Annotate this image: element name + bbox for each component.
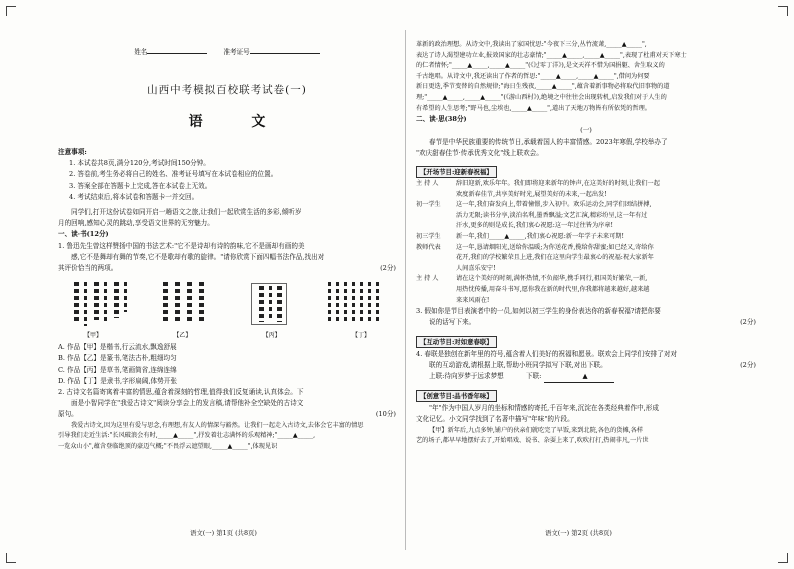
intro-line: 同学们,打开这份试卷如同开启一趟语文之旅,让我们一起欣赏生活的多彩,倾听岁 — [71, 208, 302, 217]
notes-heading: 注意事项: — [58, 148, 87, 156]
role-line: 新一年,我们_____▲_____,我们衷心祝愿:新一年学子未来可期! — [456, 232, 624, 240]
page-footer: 语文(一) 第2页 (共8页) — [545, 529, 612, 537]
role-line: 人间喜乐安宁! — [456, 264, 496, 272]
score-label: (2分) — [380, 264, 396, 273]
role-line: 这一年,我们奋发向上,带着憧憬,步入初中。欢乐运动会,同学们团结拼搏, — [456, 201, 652, 209]
option-c: C. 作品【丙】是草书,笔画简省,连绵连绵 — [58, 365, 177, 374]
question-text: 感,它不是舞却有舞的节奏,它不是歌却有歌的旋律。"请你欣赏下面四幅书法作品,找出对 — [71, 252, 325, 261]
page-fold — [405, 30, 406, 550]
role-line: 花开,我们的学校繁荣且上进,我们在这里向学生最衷心的祝福:祝大家新年 — [456, 254, 654, 262]
question-text: 3. 假如你是节目表演者中的一员,如何以初三学生的身份表达你的新春祝福?请把你要 — [416, 307, 661, 316]
caption: 【丁】 — [351, 332, 370, 340]
role-line: 请在这个美好的时刻,满怀热情,不负韶华,携手同行,祖国美好繁荣,一新, — [456, 275, 648, 283]
subject-title: 语 文 — [188, 114, 288, 130]
role-line: 欢度新春佳节,共享美好时光,展望美好的未来,一起出发! — [456, 190, 607, 198]
calligraphy-jia-image — [68, 280, 132, 328]
page-one — [58, 40, 396, 535]
option-d: D. 作品【丁】是隶书,字形扁阔,体势开张 — [58, 376, 177, 385]
role-line: 汗水,更多的则是成长,我们衷心祝愿:这一年过往皆为序章! — [456, 222, 614, 230]
note-item: 1. 本试卷共8页,满分120分,考试时间150分钟。 — [69, 159, 210, 168]
couplet-lower-label: 下联: — [525, 371, 542, 380]
role-line: 用热忱传播,用奋斗书写,愿你我在新的时代里,你我都将越来越好,越来越 — [456, 285, 650, 293]
speech-line: 革新的政治理想。从诗文中,我读出了家国忧思:"今夜下三分,丛竹流萧,_____▲_____", — [416, 41, 647, 48]
role-row — [416, 179, 756, 200]
question-text: 1. 鲁迅先生曾这样赞扬中国的书法艺术:"它不是诗却有诗的韵味,它不是画却有画的美 — [58, 241, 305, 250]
name-field[interactable]: 姓名 — [134, 46, 207, 56]
role-name: 教师代表 — [416, 243, 441, 251]
note-item: 2. 答卷前,考生务必将自己的姓名、准考证号填写在本试卷相应的位置。 — [69, 170, 278, 179]
option-b: B. 作品【乙】是篆书,笔法古朴,粗细均匀 — [58, 354, 177, 363]
role-row — [416, 200, 756, 232]
question-text: 其评价恰当的两项。 (2分) — [58, 263, 396, 274]
role-name: 初三学生 — [416, 232, 441, 240]
calligraphy-ding-image — [322, 280, 386, 328]
passage-line: 【甲】新年后,九点多钟,铺户的伙亲们就吃完了早饭,来到北院,各色的货摊,各样 — [429, 426, 644, 434]
question-text: 面是小智同学在"我爱古诗文"阅读分享会上的发言稿,请帮他补全空缺处的古诗文 — [71, 399, 304, 408]
speech-line: 理;"_____▲_____,_____▲_____"(《游山西村》),绝境之中往往会出现转机,启发我们对于人生的 — [416, 93, 667, 101]
speech-line: 千古绝唱。从诗文中,我还读出了作者的哲思:"_____▲_____,_____▲_____",借问为何要 — [416, 72, 650, 80]
score-label: (10分) — [375, 410, 396, 419]
passage-line: "欢庆甜春佳节·传承优秀文化"线上联欢会。 — [416, 148, 543, 157]
passage-line: 艺的场子,都早早地摆好去了,开始唱戏、说书、杂耍上来了,吹吹打打,热闹非凡,一片世 — [416, 437, 649, 445]
crop-mark — [6, 6, 16, 16]
exam-title: 山西中考模拟百校联考试卷(一) — [147, 84, 307, 96]
passage-line: "年"作为中国人岁月的坐标和情感的寄托,千百年来,沉淀在各类经典着作中,形成 — [429, 404, 659, 413]
page-footer: 语文(一) 第1页 (共8页) — [190, 529, 257, 537]
question-text: 4. 春联是独创在新年里的符号,蕴含着人们美好的祝福和愿景。联欢会上同学们安排了对对 — [416, 349, 678, 358]
role-line: 这一年,恳请烟阳光,送给你温暖;为你送花香,揽给你甜蜜;如已经又,寄给你 — [456, 243, 654, 251]
question-text: 原句。 (10分) — [58, 409, 396, 420]
calligraphy-samples — [68, 280, 386, 328]
couplet-upper: 上联:待向岁梦于远求梦想 — [429, 371, 504, 380]
program-label-couplet: 【互动节目:对如意春联】 — [416, 336, 497, 348]
role-row — [416, 232, 756, 243]
role-line: 辞旧迎新,欢乐年年。我们即将迎来新年的钟声,在这美好的时刻,让我们一起 — [456, 179, 660, 187]
note-item: 4. 考试结束后,将本试卷和答题卡一并交回。 — [69, 192, 199, 201]
caption: 【丙】 — [262, 332, 281, 340]
couplet-answer-blank[interactable]: ▲ — [544, 371, 614, 383]
passage-line: 春节是中华民族重要的传统节日,承载着国人的丰富情感。2023年寒假,学校举办了 — [429, 137, 668, 146]
page-two — [416, 40, 756, 535]
crop-mark — [778, 6, 788, 16]
score-label: (2分) — [740, 360, 756, 369]
question-text: 联的互动游戏,请根据上联,帮助小班同学拟写下联,对出下联。 (2分) — [416, 360, 756, 371]
part-number: (一) — [580, 126, 592, 135]
program-label-books: 【创意节目:品书香年味】 — [416, 390, 497, 402]
role-name: 初一学生 — [416, 201, 441, 209]
speech-line: 表达了诗人渴望建功立业,报效国家的壮志豪情;"_____▲_____,_____▲_____",表现了杜甫对天下寒士 — [416, 51, 687, 59]
speech-line: 一览众山小",蕴含登临绝顶的豪迈气概;"不畏浮云遮望眼,_____▲_____",体现见识 — [58, 442, 278, 450]
id-field[interactable]: 准考证号 — [223, 46, 319, 56]
role-line: 活力无限;读书分享,淡泊名利,墨香飘溢;文艺汇演,精彩纷呈,这一年有过 — [456, 211, 648, 219]
program-label-opening: 【开场节目:迎新春祝福】 — [416, 166, 497, 178]
caption: 【甲】 — [84, 332, 103, 340]
caption: 【乙】 — [173, 332, 192, 340]
crop-mark — [6, 553, 16, 563]
question-text: 2. 古诗文名篇寄寓着丰富的情思,蕴含着深刻的哲理,值得我们反复诵读,认真体会。下 — [58, 388, 304, 397]
crop-mark — [778, 553, 788, 563]
role-row — [416, 274, 756, 306]
note-item: 3. 答案全部在答题卡上完成,答在本试卷上无效。 — [69, 181, 212, 190]
intro-line: 月的回响,感知心灵的跳动,享受语文世界的无穷魅力。 — [58, 219, 214, 228]
speech-line: 有希望的人生思考;"野马也,尘埃也,_____▲_____",道出了天地万物皆有所依凭的哲理。 — [416, 104, 651, 112]
section-heading: 二、读·思(38分) — [416, 115, 467, 124]
score-label: (2分) — [740, 318, 756, 327]
role-row — [416, 243, 756, 275]
calligraphy-bing-image — [237, 280, 301, 328]
passage-line: 文化记忆。小文同学找到了名著中描写"年味"的片段。 — [416, 415, 574, 424]
role-line: 来来风雨在! — [456, 296, 490, 304]
question-text: 说的话写下来。 (2分) — [416, 317, 756, 328]
speech-line: 的仁者情怀;"_____▲_____,_____▲_____"(《过零丁洋》),是文天祥不惜为国捐躯、舍生取义的 — [416, 62, 665, 70]
calligraphy-captions — [84, 330, 370, 339]
role-name: 主 持 人 — [416, 179, 439, 187]
speech-line: 引导我们走近生活:"长风破浪会有时,_____▲_____",抒发着壮志满怀的乐观精神;"_____▲_____, — [58, 432, 316, 440]
section-heading: 一、读·书(12分) — [58, 230, 109, 239]
option-a: A. 作品【甲】是楷书,行云流水,飘逸舒展 — [58, 343, 177, 352]
role-name: 主 持 人 — [416, 275, 439, 283]
calligraphy-yi-image — [153, 280, 217, 328]
speech-line: 新日更迭,季节变替的自然规律;"海日生残夜,_____▲_____",蕴含着新事物必将取代旧事物的道 — [416, 83, 670, 91]
speech-line: 我爱古诗文,因为这里有爱与思念,有理想,有友人的情深与豁然。让我们一起走入古诗文,去体会它丰富的情思 — [71, 421, 364, 429]
candidate-info — [58, 46, 396, 56]
couplet-row — [416, 371, 756, 383]
